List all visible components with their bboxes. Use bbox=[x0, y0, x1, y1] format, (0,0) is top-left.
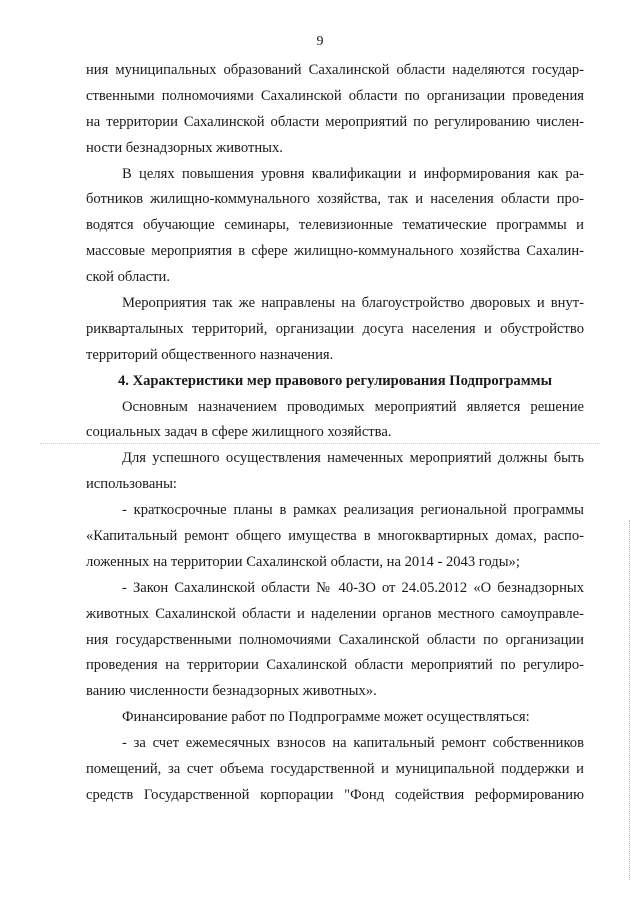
text-line: территорий общественного назначения. bbox=[86, 346, 334, 363]
text-line: использованы: bbox=[86, 476, 177, 493]
text-line: «Капитальный ремонт общего имущества в многоквартирных домах, распо- bbox=[86, 528, 584, 545]
text-line: средств Государственной корпорации "Фонд содействия реформированию bbox=[86, 786, 584, 803]
text-line: - за счет ежемесячных взносов на капитальный ремонт собственников bbox=[122, 735, 584, 752]
text-line: В целях повышения уровня квалификации и информирования как ра- bbox=[122, 165, 584, 182]
text-line: ственными полномочиями Сахалинской области по организации проведения bbox=[86, 87, 584, 104]
text-line: водятся обучающие семинары, телевизионные тематические программы и bbox=[86, 217, 584, 234]
text-line: - краткосрочные планы в рамках реализация региональной программы bbox=[122, 502, 584, 519]
section-heading: 4. Характеристики мер правового регулирования Подпрограммы bbox=[117, 372, 553, 389]
text-line: на территории Сахалинской области мероприятий по регулированию числен- bbox=[86, 113, 584, 130]
scan-edge-line bbox=[629, 520, 630, 880]
page-number: 9 bbox=[316, 34, 324, 49]
text-line: животных Сахалинской области и наделении органов местного самоуправле- bbox=[86, 605, 584, 622]
list-item bbox=[86, 498, 584, 576]
paragraph bbox=[86, 395, 584, 447]
text-line: Мероприятия так же направлены на благоустройство дворовых и внут- bbox=[122, 295, 584, 312]
text-line: социальных задач в сфере жилищного хозяйства. bbox=[86, 424, 392, 441]
paragraph bbox=[86, 162, 584, 291]
text-line: ской области. bbox=[86, 269, 171, 286]
scan-artifact-line bbox=[40, 443, 600, 444]
list-item bbox=[86, 731, 584, 809]
document-body bbox=[86, 58, 584, 809]
list-item bbox=[86, 576, 584, 705]
text-line: рикварталыных территорий, организации досуга населения и обустройство bbox=[86, 320, 584, 337]
paragraph bbox=[86, 58, 584, 162]
paragraph bbox=[86, 446, 584, 498]
text-line: проведения на территории Сахалинской области мероприятий по регулиро- bbox=[86, 657, 584, 674]
paragraph bbox=[86, 705, 584, 731]
text-line: ности безнадзорных животных. bbox=[86, 139, 283, 156]
text-line: Финансирование работ по Подпрограмме может осуществляться: bbox=[122, 709, 530, 726]
text-line: Основным назначением проводимых мероприятий является решение bbox=[122, 398, 584, 415]
paragraph bbox=[86, 291, 584, 369]
text-line: Для успешного осуществления намеченных мероприятий должны быть bbox=[122, 450, 584, 467]
text-line: помещений, за счет объема государственной и муниципальной поддержки и bbox=[86, 761, 584, 778]
text-line: ботников жилищно-коммунального хозяйства, так и населения области про- bbox=[86, 191, 584, 208]
text-line: ния муниципальных образований Сахалинской области наделяются государ- bbox=[86, 62, 584, 78]
text-line: ложенных на территории Сахалинской области, на 2014 - 2043 годы»; bbox=[86, 553, 520, 570]
text-line: массовые мероприятия в сфере жилищно-коммунального хозяйства Сахалин- bbox=[86, 243, 584, 260]
text-line: ния государственными полномочиями Сахалинской области по организации bbox=[86, 631, 584, 648]
text-line: - Закон Сахалинской области № 40-ЗО от 24.05.2012 «О безнадзорных bbox=[122, 579, 584, 596]
text-line: ванию численности безнадзорных животных». bbox=[86, 683, 377, 700]
